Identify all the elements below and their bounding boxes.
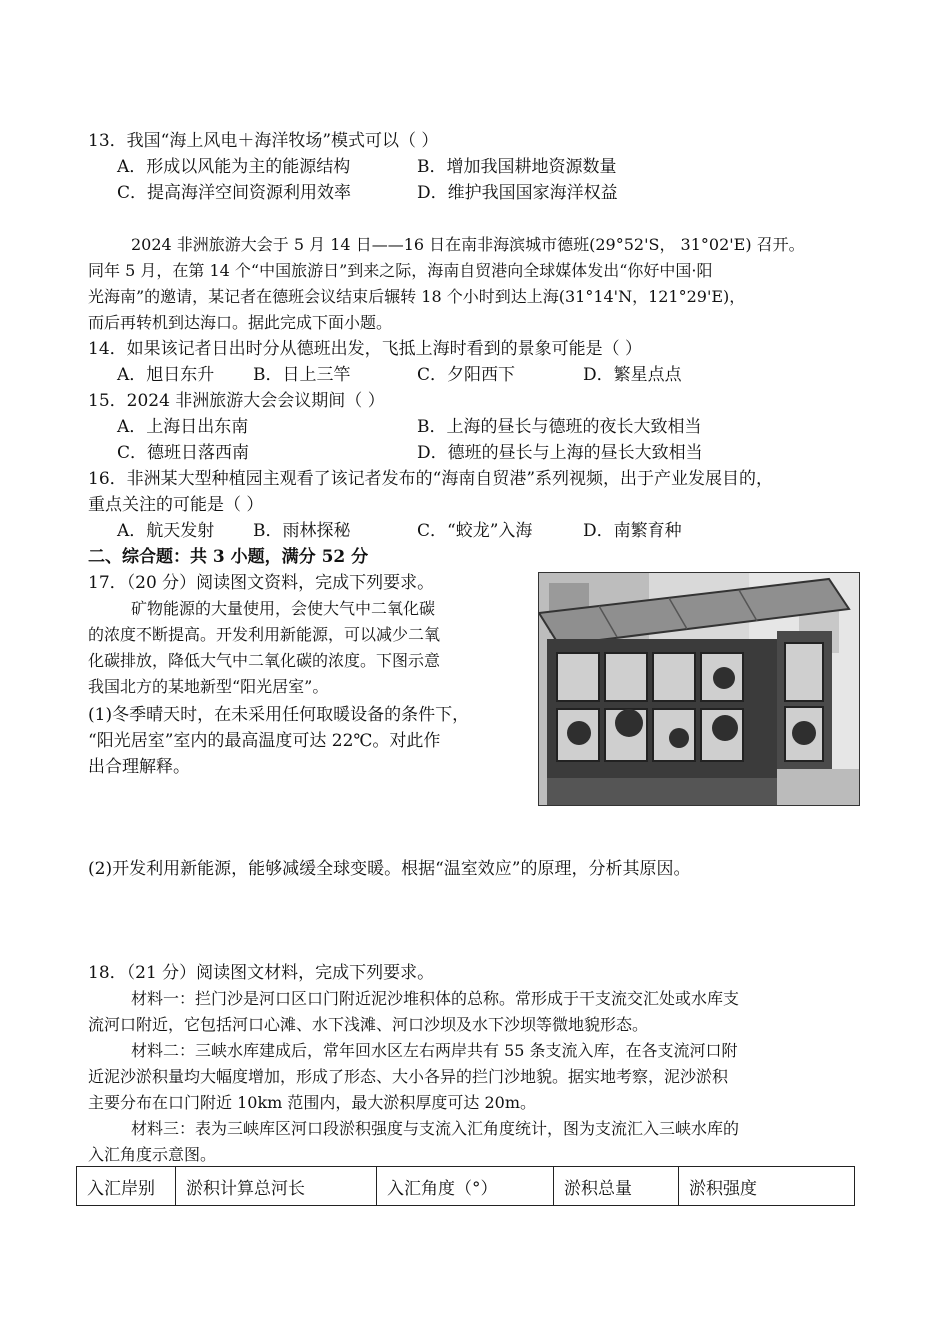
q17-part1-line: “阳光居室”室内的最高温度可达 22℃。对此作	[88, 731, 441, 751]
table-header-cell: 入汇角度（°）	[377, 1167, 554, 1206]
q18-material1-line: 材料一：拦门沙是河口区口门附近泥沙堆积体的总称。常形成于干支流交汇处或水库支	[131, 989, 740, 1008]
q17-part1-line: (1)冬季晴天时，在未采用任何取暖设备的条件下，	[88, 705, 470, 725]
q17-part2: (2)开发利用新能源，能够减缓全球变暖。根据“温室效应”的原理，分析其原因。	[88, 859, 691, 879]
passage1-line: 2024 非洲旅游大会于 5 月 14 日——16 日在南非海滨城市德班(29°52'S， 31°02'E) 召开。	[131, 235, 805, 254]
sedimentation-table	[76, 1166, 855, 1206]
q16-stem-cont: 重点关注的可能是（ ）	[88, 495, 264, 515]
q17-material-line: 我国北方的某地新型“阳光居室”。	[88, 677, 329, 696]
q13-option-c: C．提高海洋空间资源利用效率	[117, 183, 352, 203]
q14-stem: 14．如果该记者日出时分从德班出发，飞抵上海时看到的景象可能是（ ）	[88, 339, 643, 359]
table-header-cell: 淤积总量	[554, 1167, 679, 1206]
passage1-line: 光海南”的邀请，某记者在德班会议结束后辗转 18 个小时到达上海(31°14'N，121°29'E)，	[88, 287, 746, 306]
q16-option-d: D．南繁育种	[583, 521, 682, 541]
q18-material2-line: 主要分布在口门附近 10km 范围内，最大淤积厚度可达 20m。	[88, 1093, 537, 1112]
q18-material3-line: 材料三：表为三峡库区河口段淤积强度与支流入汇角度统计，图为支流汇入三峡水库的	[131, 1119, 740, 1138]
section-heading: 二、综合题：共 3 小题，满分 52 分	[88, 547, 369, 567]
q14-option-a: A．旭日东升	[117, 365, 215, 385]
table-header-cell: 入汇岸别	[77, 1167, 176, 1206]
q13-option-a: A．形成以风能为主的能源结构	[117, 157, 351, 177]
q17-material-line: 矿物能源的大量使用，会使大气中二氧化碳	[131, 599, 436, 618]
q18-material1-line: 流河口附近，它包括河口心滩、水下浅滩、河口沙坝及水下沙坝等微地貌形态。	[88, 1015, 649, 1034]
q17-material-line: 化碳排放，降低大气中二氧化碳的浓度。下图示意	[88, 651, 441, 670]
q13-stem: 13．我国“海上风电＋海洋牧场”模式可以（ ）	[88, 131, 439, 151]
q15-stem: 15．2024 非洲旅游大会会议期间（ ）	[88, 391, 385, 411]
q18-stem: 18．（21 分）阅读图文材料，完成下列要求。	[88, 963, 435, 983]
q15-option-d: D．德班的昼长与上海的昼长大致相当	[417, 443, 703, 463]
q14-option-d: D．繁星点点	[583, 365, 682, 385]
q17-material-line: 的浓度不断提高。开发利用新能源，可以减少二氧	[88, 625, 441, 644]
q18-material2-line: 近泥沙淤积量均大幅度增加，形成了形态、大小各异的拦门沙地貌。据实地考察，泥沙淤积	[88, 1067, 729, 1086]
q14-option-b: B．日上三竿	[253, 365, 351, 385]
passage1-line: 同年 5 月，在第 14 个“中国旅游日”到来之际，海南自贸港向全球媒体发出“你好中国·阳	[88, 261, 713, 280]
q16-option-b: B．雨林探秘	[253, 521, 351, 541]
q15-option-b: B．上海的昼长与德班的夜长大致相当	[417, 417, 702, 437]
q15-option-c: C．德班日落西南	[117, 443, 250, 463]
q14-option-c: C．夕阳西下	[417, 365, 516, 385]
q13-option-d: D．维护我国国家海洋权益	[417, 183, 618, 203]
passage1-line: 而后再转机到达海口。据此完成下面小题。	[88, 313, 393, 332]
table-header-cell: 淤积强度	[679, 1167, 855, 1206]
q16-option-a: A．航天发射	[117, 521, 215, 541]
q16-option-c: C．“蛟龙”入海	[417, 521, 533, 541]
q13-option-b: B．增加我国耕地资源数量	[417, 157, 617, 177]
q17-stem: 17．（20 分）阅读图文资料，完成下列要求。	[88, 573, 435, 593]
sunroom-illustration	[539, 573, 859, 805]
table-header-row	[77, 1167, 855, 1206]
q15-option-a: A．上海日出东南	[117, 417, 249, 437]
sunroom-photo	[538, 572, 860, 806]
q18-material3-line: 入汇角度示意图。	[88, 1145, 217, 1164]
q17-part1-line: 出合理解释。	[88, 757, 190, 777]
q18-material2-line: 材料二：三峡水库建成后，常年回水区左右两岸共有 55 条支流入库，在各支流河口附	[131, 1041, 738, 1060]
q16-stem: 16．非洲某大型种植园主观看了该记者发布的“海南自贸港”系列视频，出于产业发展目的，	[88, 469, 774, 489]
table-header-cell: 淤积计算总河长	[176, 1167, 377, 1206]
